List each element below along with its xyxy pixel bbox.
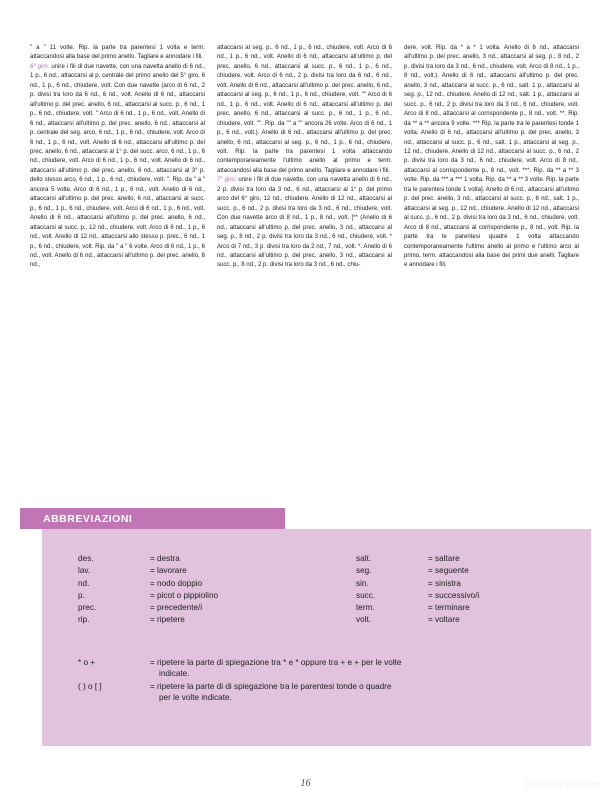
abbreviation-values	[150, 553, 300, 627]
symbol-row	[78, 657, 578, 680]
paragraph-text: unire i fili di due navette, con una navetta anello di 6 nd., 1 p., 6 nd., attaccarsi al p. centrale del primo anello del 5° giro, 6 nd., 1 p., 6 nd., chiudere, volt. Con due navette (arco di 6 nd., 2 p. divisi tra loro da 6 nd., 6 nd., volt. Anello di 6 nd., attaccarsi all'ultimo p. del prec. anello, 6 nd., attaccarsi al succ. p., 6 nd., 1 p., 6 nd., chiudere, volt. " Arco di 6 nd., 1 p., 6 nd., volt. Anello di 6 nd., attaccarsi all'ultimo p. del prec. anello, 6 nd., attaccarsi al p. centrale del seg. arco, 6 nd., 1 p., 6 nd., chiudere, volt. Arco di 6 nd., 1 p., 6 nd., volt. Anello di 6 nd., attaccarsi all'ultimo p. del prec. anello, 6 nd., attaccarsi al 1° p. del succ. arco, 6 nd., 1 p., 6 nd., chiudere, volt. Arco di 6 nd., 1 p., 6 nd., volt. Anello di 6 nd., attaccarsi all'ultimo p. del prec. anello, 6 nd., attaccarsi al 3° p. dello stesso arco, 6 nd., 1 p., 6 nd., chiudere, volt. ". Rip. da " a " ancora 5 volte. Arco di 6 nd., 1 p., 6 nd., volt. Anello di 6 nd., attaccarsi all'ultimo p. del prec. anello, 6 nd., attaccarsi al succ. p., 6 nd., 1 p., 6 nd., chiudere, volt. Arco di 6 nd., 1 p., 6 nd., volt. Anello di 6 nd., attaccarsi all'ultimo p. del prec. anello, 6 nd., attaccarsi al succ. p., 12 nd., chiudere, volt. Arco di 6 nd., 1 p., 6 nd., volt. Anello di 12 nd., attaccarsi allo stesso p. prec., 6 nd., 1 p., 6 nd., chiudere, volt. Rip. da " a " 6 volte. Arco di 6 nd., 1 p., 6 nd., volt. Anello di 6 nd., attaccarsi all'ultimo p. del prec. anello, 6 nd.,	[30, 63, 205, 269]
watermark: PassionForum.ru	[525, 779, 601, 790]
paragraph-text: dere, volt. Rip. da * a * 1 volta. Anello di 6 nd., attaccarsi all'ultimo p. del prec. anello, 3 nd., attaccarsi al seg. p., 8 nd., 2 p. divisi tra loro da 3 nd., 6 nd., chiudere, volt. Arco di 8 nd., 1 p., 8 nd., volt.). Anello di 6 nd., attaccarsi all'ultimo p. del prec. anello, 3 nd., attaccarsi al succ. p., 6 nd., salt. 1 p., attaccarsi al seg. p., 12 nd., chiudere. Anello di 12 nd., salt. 1 p., attaccarsi al succ. p., 6 nd., 2 p. divisi tra loro da 3 nd., 6 nd., chiudere, volt. Arco di 8 nd., attaccarsi al corrispondente p., 8 nd., volt. **. Rip. da ** a ** ancora 9 volte. *** Rip. la parte tra le parentesi tonde 1 volta. Anello di 6 nd., attaccarsi all'ultimo p. del prec. anello, 3 nd., attaccarsi al succ. p., 6 nd., salt. 1 p., attaccarsi al seg. p., 12 nd., chiudere. Anello di 12 nd., attaccarsi al succ. p., 6 nd., 2 p. divisi tra loro da 3 nd., 6 nd., chiudere, volt. Arco di 8 nd., attaccarsi al corrispondente p., 8 nd., volt. ***. Rip. da ** a ** 3 volte. Rip. da *** a *** 1 volta. Rip. da ** a ** 3 volte. Rip. la parte tra le parentesi tonde 1 volta]. Anello di 6 nd., attaccarsi all'ultimo p. del prec. anello, 3 nd., attaccarsi al succ. p., 6 nd., salt. 1 p., attaccarsi al seg. p., 12 nd., chiudere. Anello di 12 nd., attaccarsi al succ. p., 6 nd., 2 p. divisi tra loro da 3 nd., 6 nd., chiudere, volt. Arco di 8 nd., attaccarsi al corrispondente p., 8 nd., volt. Rip. la parte tra le parentesi quadre 1 volta attaccando contemporaneamente l'ultimo anello al primo e l'ultimo arco al primo, term. attaccandosi alla base dei primi due anelli. Tagliare e annodare i fili.	[404, 45, 579, 269]
abbreviations-list-left	[78, 553, 300, 627]
abbreviation-values	[428, 553, 578, 627]
text-column-left	[30, 44, 205, 492]
abbreviation-value: = destra	[150, 554, 180, 563]
symbol-value	[150, 657, 578, 680]
abbreviation-value: = nodo doppio	[150, 578, 203, 588]
symbol-value-line1: = ripetere la parte di spiegazione tra * e * oppure tra + e + per le volte	[150, 658, 402, 667]
abbreviation-key: rip.	[78, 615, 90, 625]
abbreviation-value: = successivo/i	[428, 590, 480, 600]
paragraph	[217, 44, 392, 176]
abbreviation-value: = terminare	[428, 603, 470, 613]
text-column-right	[404, 44, 579, 492]
abbreviation-key: p.	[78, 590, 85, 600]
paragraph-text: " a " 11 volte. Rip. la parte tra parentesi 1 volta e term. attaccandosi alla base del primo anello. Tagliare e annodare i fili.	[30, 45, 205, 61]
round-heading-7: 7° giro:	[217, 177, 237, 184]
abbreviation-value: = sinistra	[428, 578, 461, 588]
abbreviations-title: ABBREVIAZIONI	[43, 512, 133, 525]
abbreviations-lists	[42, 553, 591, 627]
text-column-middle	[217, 44, 392, 492]
abbreviations-header-bar	[20, 508, 285, 529]
symbol-value-line1: = ripetere la parte di di spiegazione tra le parentesi tonde o quadre	[150, 681, 392, 691]
paragraph	[30, 44, 205, 63]
paragraph	[404, 44, 579, 271]
abbreviation-key: lav.	[78, 566, 91, 576]
article-columns	[30, 44, 581, 492]
abbreviation-value: = precedente/i	[150, 603, 203, 613]
paragraph	[30, 63, 205, 271]
page-number: 16	[300, 778, 311, 789]
abbreviations-body	[42, 529, 591, 746]
abbreviation-value: = ripetere	[150, 615, 185, 625]
symbol-key: ( ) o [ ]	[78, 681, 102, 691]
abbreviation-key: seg.	[356, 566, 372, 576]
symbol-value-line2: per le volte indicate.	[159, 693, 232, 703]
symbol-value	[150, 681, 578, 704]
abbreviation-key: prec.	[78, 603, 97, 613]
symbol-value-line2: indicate.	[159, 669, 190, 679]
abbreviation-value: = voltare	[428, 615, 460, 625]
symbol-key: * o +	[78, 658, 96, 667]
abbreviation-key: term.	[356, 603, 375, 613]
abbreviation-value: = seguente	[428, 566, 469, 576]
abbreviations-panel	[20, 508, 591, 746]
abbreviation-key: nd.	[78, 578, 90, 588]
paragraph	[217, 176, 392, 271]
abbreviation-key: volt.	[356, 615, 372, 625]
symbol-legend	[78, 657, 578, 705]
paragraph-text: attaccarsi al seg. p., 6 nd., 1 p., 6 nd., chiudere, volt. Arco di 6 nd., 1 p., 6 nd., volt. Anello di 6 nd., attaccarsi all'ultimo p. del prec. anello, 6 nd., attaccarsi al succ. p., 6 nd., 1 p., 6 nd., chiudere, volt. Arco di 6 nd., 2 p. divisi tra loro da 6 nd., 6 nd., volt. Anello di 6 nd., attaccarsi all'ultimo p. del prec. anello, 6 nd., attaccarsi al seg. p., 6 nd., 1 p., 6 nd., chiudere, volt. "" Arco di 6 nd., 1 p., 6 nd., volt. Anello di 6 nd., attaccarsi all'ultimo p. del prec. anello, 6 nd., attaccarsi al succ. p., 6 nd., 1 p., 6 nd., chiudere, volt. "". Rip. da "" a "" ancora 26 volte. Arco di 6 nd., 1 p., 6 nd., volt.). Anello di 6 nd., attaccarsi all'ultimo p. del prec. anello, 6 nd., attaccarsi al seg. p., 6 nd., 1 p., 6 nd., chiudere, volt. Rip. la parte tra parentesi 1 volta attaccando contemporaneamente l'ultimo anello al primo e term. attaccandosi alla base del primo anello. Tagliare e annodare i fili.	[217, 45, 392, 174]
paragraph-text: unire i fili di due navette, con una navetta anello di 6 nd., 2 p. divisi tra loro da 3 nd., 6 nd., attaccarsi al 1° p. del primo arco del 6° giro, 12 nd., chiudere. Anello di 12 nd., attaccarsi al succ. p., 6 nd., 2 p. divisi tra loro da 3 nd., 6 nd., chiudere, volt. Con due navette arco di 8 nd., 1 p., 8 nd., volt. [** (Anello di 6 nd., attaccarsi all'ultimo p. del prec. anello, 3 nd., attaccarsi al seg. p., 8 nd., 2 p. divisi tra loro da 3 nd., 6 nd., chiudere, volt. * Arco di 7 nd., 3 p. divisi tra loro da 2 nd., 7 nd., volt. *. Anello di 6 nd., attaccarsi all'ultimo p. del prec. anello, 3 nd., attaccarsi al succ. p., 8 nd., 2 p. divisi tra loro da 3 nd., 6 nd., chiu-	[217, 177, 392, 269]
abbreviation-key: succ.	[356, 590, 376, 600]
abbreviation-keys	[356, 553, 428, 627]
abbreviations-list-right	[356, 553, 578, 627]
abbreviation-key: sin.	[356, 578, 369, 588]
abbreviation-keys	[78, 553, 150, 627]
abbreviation-key: salt.	[356, 554, 372, 563]
abbreviation-value: = picot o pippiolino	[150, 590, 219, 600]
abbreviation-key: des.	[78, 554, 94, 563]
symbol-row	[78, 681, 578, 704]
round-heading-6: 6° giro:	[30, 63, 50, 70]
abbreviation-value: = lavorare	[150, 566, 187, 576]
abbreviation-value: = saltare	[428, 554, 460, 563]
